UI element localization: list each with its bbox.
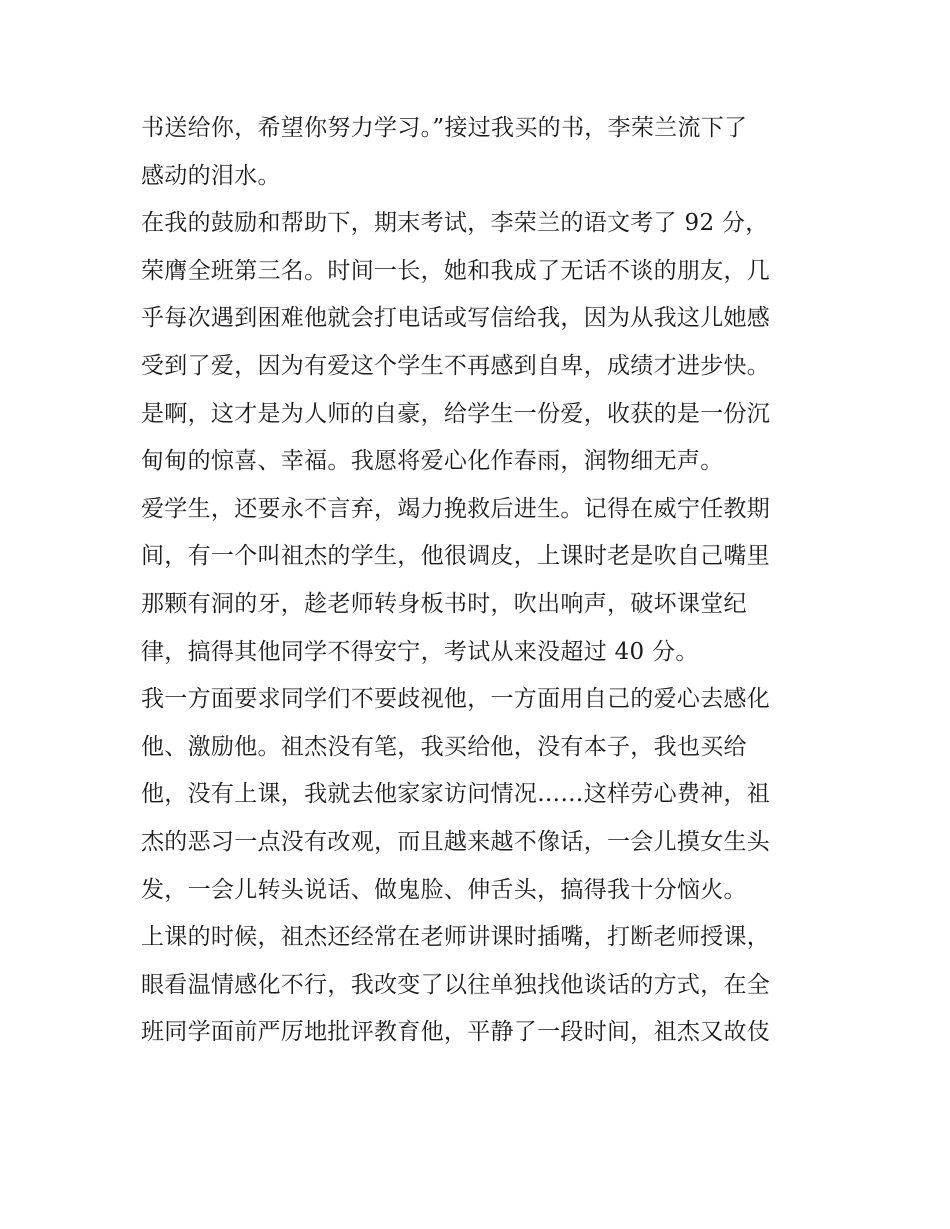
text-line-14: 他、激励他。祖杰没有笔，我买给他，没有本子，我也买给 [141,733,747,760]
text-line-20: 班同学面前严厉地批评教育他，平静了一段时间，祖杰又故伎 [141,1019,771,1046]
text-line-1: 书送给你，希望你努力学习。”接过我买的书，李荣兰流下了 [141,115,748,141]
body-text [141,105,821,1057]
text-line-3: 在我的鼓励和帮助下，期末考试，李荣兰的语文考了 92 分， [141,210,769,237]
text-line-5: 乎每次遇到困难他就会打电话或写信给我，因为从我这儿她感 [141,305,771,332]
text-line-15: 他，没有上课，我就去他家家访问情况……这样劳心费神，祖 [141,781,771,808]
text-line-12: 律，搞得其他同学不得安宁，考试从来没超过 40 分。 [141,638,699,665]
text-line-2: 感动的泪水。 [141,162,281,189]
text-line-19: 眼看温情感化不行，我改变了以往单独找他谈话的方式，在全 [141,971,771,998]
text-line-6: 受到了爱，因为有爱这个学生不再感到自卑，成绩才进步快。 [141,352,771,379]
text-line-8: 甸甸的惊喜、幸福。我愿将爱心化作春雨，润物细无声。 [141,448,724,475]
text-line-7: 是啊，这才是为人师的自豪，给学生一份爱，收获的是一份沉 [141,400,771,427]
text-line-16: 杰的恶习一点没有改观，而且越来越不像话，一会儿摸女生头 [141,828,771,855]
text-line-18: 上课的时候，祖杰还经常在老师讲课时插嘴，打断老师授课， [141,924,771,951]
text-line-9: 爱学生，还要永不言弃，竭力挽救后进生。记得在威宁任教期 [141,495,771,522]
text-line-10: 间，有一个叫祖杰的学生，他很调皮，上课时老是吹自己嘴里 [141,543,771,570]
text-line-17: 发，一会儿转头说话、做鬼脸、伸舌头，搞得我十分恼火。 [141,876,747,903]
text-line-11: 那颗有洞的牙，趁老师转身板书时，吹出响声，破坏课堂纪 [141,590,747,617]
text-line-13: 我一方面要求同学们不要歧视他，一方面用自己的爱心去感化 [141,686,771,713]
text-line-4: 荣膺全班第三名。时间一长，她和我成了无话不谈的朋友，几 [141,257,771,284]
